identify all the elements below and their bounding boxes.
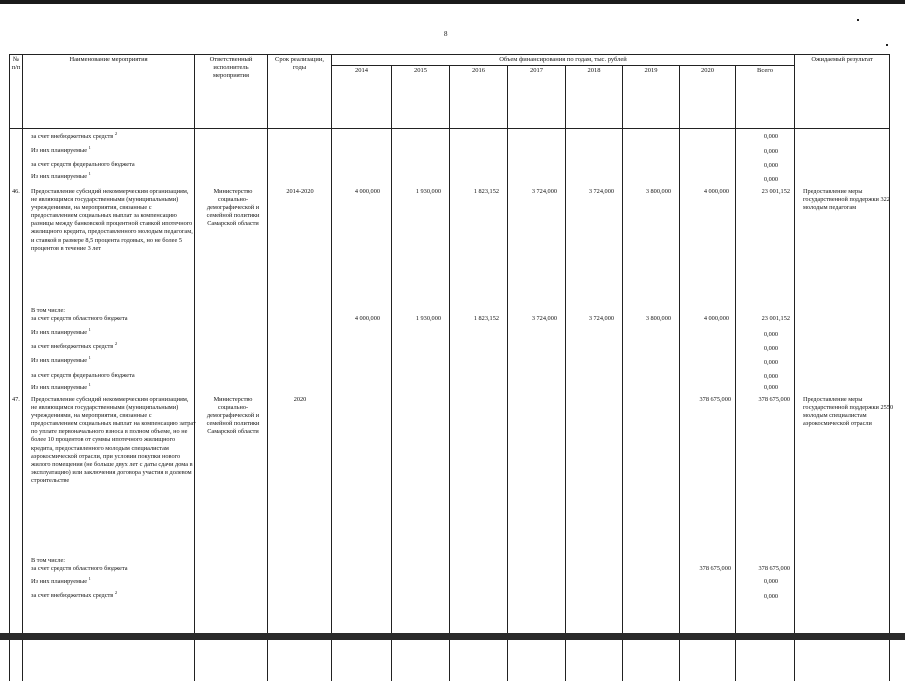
row-total: 0,000 [763, 593, 779, 600]
scan-speck [886, 44, 888, 46]
value-total: 23 001,152 [761, 188, 790, 195]
row-label: Из них планируемые $^1$ [31, 327, 91, 336]
value-2014: 4 000,000 [354, 188, 380, 195]
value-2015: 1 930,000 [415, 315, 441, 322]
header-year: 2016 [450, 66, 508, 129]
row-total: 0,000 [763, 359, 779, 366]
row-label: за счет средств федерального бюджета [31, 161, 135, 168]
row-total: 0,000 [763, 578, 779, 585]
row-label: Из них планируемые $^1$ [31, 145, 91, 154]
row-total: 0,000 [763, 162, 779, 169]
scan-top-edge [0, 0, 905, 4]
value-2014: 4 000,000 [354, 315, 380, 322]
page-number: 8 [444, 30, 448, 38]
row-label: Из них планируемые $^1$ [31, 576, 91, 585]
header-year: 2018 [566, 66, 623, 129]
row-total: 0,000 [763, 331, 779, 338]
header-year: 2014 [332, 66, 392, 129]
row-label: за счет средств областного бюджета [31, 565, 128, 572]
value-2017: 3 724,000 [531, 315, 557, 322]
item-result: Предоставление меры государственной поддержки 2550 молодым специалистам аэрокосмической отрасли [803, 396, 894, 428]
header-year: 2015 [392, 66, 450, 129]
row-label: Из них планируемые $^1$ [31, 355, 91, 364]
row-total: 0,000 [763, 384, 779, 391]
value-2015: 1 930,000 [415, 188, 441, 195]
row-label: Из них планируемые $^1$ [31, 382, 91, 391]
value-2020: 378 675,000 [699, 565, 731, 572]
header-total: Всего [736, 66, 795, 129]
row-total: 0,000 [763, 133, 779, 140]
row-total: 0,000 [763, 373, 779, 380]
header-year: 2019 [623, 66, 680, 129]
item-period: 2020 [293, 396, 307, 403]
value-2020: 4 000,000 [703, 188, 729, 195]
scan-bottom-edge [0, 633, 905, 640]
value-2018: 3 724,000 [588, 315, 614, 322]
row-label: за счет внебюджетных средств $^2$ [31, 341, 118, 350]
value-2017: 3 724,000 [531, 188, 557, 195]
value-total: 378 675,000 [758, 565, 790, 572]
header-year: 2017 [508, 66, 566, 129]
item-executor: Министерство социально-демографической и семейной политики Самарской области [206, 396, 260, 436]
header-num: № п/п [10, 55, 23, 129]
including-label: В том числе: [31, 557, 66, 564]
header-year: 2020 [680, 66, 736, 129]
item-title: Предоставление субсидий некоммерческим организациям, не являющимся государственными (муниципальными) учреждениями, на мероприятия, связанные с предоставлением социальных выплат на компенсацию затрат по уплате первоначального взноса в полном объеме, но не более 10 процентов от суммы ипотечного жилищного кредита, предоставленного молодым специалистам аэрокосмической отрасли, при условии покупки нового жилого помещения (не больше двух лет с даты сдачи дома в эксплуатацию) или заключения договора участия в долевом строительстве [31, 396, 196, 484]
value-2019: 3 800,000 [645, 315, 671, 322]
row-total: 0,000 [763, 345, 779, 352]
value-2016: 1 823,152 [473, 188, 499, 195]
header-executor: Ответственный исполнитель мероприятия [195, 55, 268, 129]
including-label: В том числе: [31, 307, 66, 314]
item-number: 47. [12, 396, 20, 403]
header-period: Срок реализации, годы [268, 55, 332, 129]
value-2019: 3 800,000 [645, 188, 671, 195]
row-label: за счет внебюджетных средств $^2$ [31, 590, 118, 599]
item-number: 46. [12, 188, 20, 195]
value-2020: 4 000,000 [703, 315, 729, 322]
value-total: 378 675,000 [758, 396, 790, 403]
header-result: Ожидаемый результат [795, 55, 890, 129]
scan-speck [857, 19, 859, 21]
item-title: Предоставление субсидий некоммерческим организациям, не являющимся государственными (муниципальными) учреждениями, на мероприятия, связанные с предоставлением социальных выплат за компенсацию разницы между банковской процентной ставкой ипотечного жилищного кредита, предоставленного молодым педагогам, и ставкой в размере 8,5 процента годовых, но не более 5 процентов в течение 3 лет [31, 188, 193, 252]
row-label: за счет средств областного бюджета [31, 315, 128, 322]
value-2020: 378 675,000 [699, 396, 731, 403]
item-executor: Министерство социально-демографической и семейной политики Самарской области [206, 188, 260, 228]
header-funding: Объем финансирования по годам, тыс. рублей [332, 55, 795, 66]
row-label: за счет средств федерального бюджета [31, 372, 135, 379]
value-2016: 1 823,152 [473, 315, 499, 322]
value-total: 23 001,152 [761, 315, 790, 322]
header-name: Наименование мероприятия [23, 55, 195, 129]
row-label: за счет внебюджетных средств $^2$ [31, 131, 118, 140]
row-total: 0,000 [763, 148, 779, 155]
item-period: 2014-2020 [286, 188, 314, 195]
value-2018: 3 724,000 [588, 188, 614, 195]
item-result: Предоставление меры государственной поддержки 322 молодым педагогам [803, 188, 890, 212]
row-total: 0,000 [763, 176, 779, 183]
row-label: Из них планируемые $^1$ [31, 171, 91, 180]
